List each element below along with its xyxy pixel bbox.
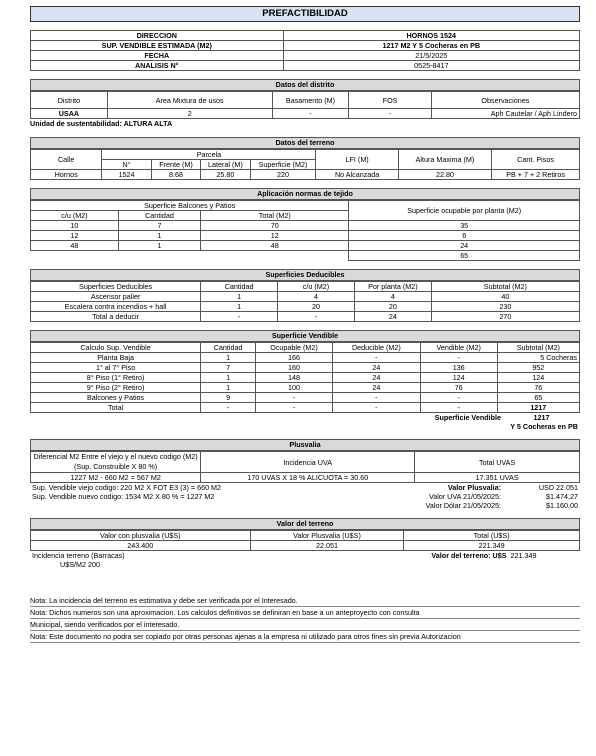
vendible-section	[30, 330, 580, 431]
summary-extra: Y 5 Cocheras en PB	[510, 422, 578, 431]
table-row	[31, 312, 580, 322]
analisis-value: 0525-8417	[283, 61, 579, 71]
sup-vendible-label: SUP. VENDIBLE ESTIMADA (M2)	[31, 41, 284, 51]
ocupable-value: 160	[256, 363, 333, 373]
sup-vendible-value: 1217 M2 Y 5 Cocheras en PB	[283, 41, 579, 51]
plusvalia-details	[30, 483, 580, 510]
altura-value: 22.80	[398, 170, 491, 180]
basamento-value: -	[272, 109, 349, 119]
ocupable-value: 35	[349, 221, 580, 231]
ocupable-value: -	[256, 403, 333, 413]
cantidad-value: 1	[201, 292, 278, 302]
table-row	[31, 373, 580, 383]
note-line: Nota: Este documento no podra ser copiado por otras personas ajenas a la empresa ni utilizado para otros fines sin previa Autorizacion	[30, 631, 580, 643]
valor-terreno-section	[30, 518, 580, 569]
sup-nuevo-codigo: Sup. Vendible nuevo codigo: 1534 M2 X 80 % = 1227 M2	[32, 492, 215, 501]
deducible-value: 24	[332, 363, 420, 373]
table-row	[31, 383, 580, 393]
vendible-value: -	[420, 403, 497, 413]
distrito-section	[30, 79, 580, 129]
cantidad-value: 7	[201, 363, 256, 373]
vendible-table	[30, 342, 580, 413]
valor-terreno-title: Valor del terreno	[30, 518, 580, 530]
balcones-title: Superficie Balcones y Patios	[31, 201, 349, 211]
cantidad-value: 1	[118, 241, 200, 251]
row-label: Balcones y Patios	[31, 393, 201, 403]
table-row	[31, 221, 580, 231]
terreno-title: Datos del terreno	[30, 137, 580, 149]
total-value: 70	[201, 221, 349, 231]
subtotal-value: 76	[497, 383, 579, 393]
deducible-value: -	[332, 393, 420, 403]
table-row	[31, 292, 580, 302]
note-line: Municipal, siendo verificados por el interesado.	[30, 619, 580, 631]
lateral-header: Lateral (M)	[201, 160, 250, 170]
superficie-value: 220	[250, 170, 316, 180]
distrito-header: Distrito	[31, 92, 108, 109]
vendible-header: Vendible (M2)	[420, 343, 497, 353]
cantidad-value: -	[201, 403, 256, 413]
cu-value: -	[278, 312, 355, 322]
valor-plusvalia-value: 22.051	[250, 541, 404, 551]
calle-value: Hornos	[31, 170, 102, 180]
summary-label: Superficie Vendible	[434, 413, 501, 422]
subtotal-value: 5 Cocheras	[497, 353, 579, 363]
diferencial-header	[31, 452, 201, 473]
subtotal-value: 65	[497, 393, 579, 403]
total-header: Total (U$S)	[404, 531, 580, 541]
subtotal-value: 124	[497, 373, 579, 383]
row-label: Planta Baja	[31, 353, 201, 363]
por-planta-value: 4	[354, 292, 431, 302]
distrito-title: Datos del distrito	[30, 79, 580, 91]
subtotal-value: 40	[431, 292, 579, 302]
row-label: 8° Piso (1° Retiro)	[31, 373, 201, 383]
note-line: Nota: Dichos numeros son una aproximacion. Los calculos definitivos se definiran en base a un anteproyecto con consulta	[30, 607, 580, 619]
deducibles-section	[30, 269, 580, 322]
cantidad-header: Cantidad	[118, 211, 200, 221]
subtotal-value: 270	[431, 312, 579, 322]
numero-header: N°	[102, 160, 151, 170]
valor-dolar-value: $1.160,00	[546, 501, 578, 510]
valor-plusvalia-header: Valor Plusvalia (U$S)	[250, 531, 404, 541]
summary-value: 1217	[533, 413, 550, 422]
deducible-value: -	[332, 403, 420, 413]
lateral-value: 25.80	[201, 170, 250, 180]
cantidad-header: Cantidad	[201, 282, 278, 292]
plusvalia-section	[30, 439, 580, 510]
frente-header: Frente (M)	[151, 160, 200, 170]
plusvalia-table	[30, 451, 580, 483]
subtotal-value: 230	[431, 302, 579, 312]
row-label: Total	[31, 403, 201, 413]
valor-uva-label: Valor UVA 21/05/2025:	[428, 492, 501, 501]
valor-dolar-label: Valor Dólar 21/05/2025:	[425, 501, 501, 510]
diferencial-header-line1: Diferencial M2 Entre el viejo y el nuevo codigo (M2)	[33, 452, 198, 461]
valor-terreno-label: Valor del terreno: U$S	[431, 551, 507, 560]
parcela-header: Parcela	[102, 150, 316, 160]
por-planta-header: Por planta (M2)	[354, 282, 431, 292]
info-row	[31, 31, 580, 41]
pisos-value: PB + 7 + 2 Retiros	[492, 170, 580, 180]
valor-terreno-value: 221.349	[510, 551, 537, 560]
tejido-table	[30, 200, 580, 261]
table-row	[31, 403, 580, 413]
frente-value: 8.68	[151, 170, 200, 180]
subtotal-value: 952	[497, 363, 579, 373]
basamento-header: Basamento (M)	[272, 92, 349, 109]
valor-con-plusvalia-header: Valor con plusvalia (U$S)	[31, 531, 251, 541]
ocupable-title: Superficie ocupable por planta (M2)	[349, 201, 580, 221]
fecha-value: 21/5/2025	[283, 51, 579, 61]
deducible-value: 24	[332, 373, 420, 383]
cu-value: 20	[278, 302, 355, 312]
row-label: 1° al 7° Piso	[31, 363, 201, 373]
calculo-header: Calculo Sup. Vendible	[31, 343, 201, 353]
cu-value: 48	[31, 241, 119, 251]
cantidad-value: 7	[118, 221, 200, 231]
cu-value: 4	[278, 292, 355, 302]
note-line: Nota: La incidencia del terreno es estimativa y debe ser verificada por el Interesado.	[30, 595, 580, 607]
unidad-sustentabilidad: Unidad de sustentabilidad: ALTURA ALTA	[30, 119, 173, 128]
cantidad-value: 1	[201, 353, 256, 363]
distrito-value: USAA	[31, 109, 108, 119]
cantidad-value: 1	[201, 373, 256, 383]
valor-plusvalia-value: USD 22.051	[538, 483, 578, 492]
total-uvas-value: 17.351 UVAS	[415, 473, 580, 483]
fos-value: -	[349, 109, 431, 119]
cu-value: 12	[31, 231, 119, 241]
direccion-value: HORNOS 1524	[283, 31, 579, 41]
row-label: 9° Piso (2° Retiro)	[31, 383, 201, 393]
vendible-title: Superficie Vendible	[30, 330, 580, 342]
total-value: 221.349	[404, 541, 580, 551]
row-label: Total a deducir	[31, 312, 201, 322]
page-title: PREFACTIBILIDAD	[30, 6, 580, 22]
por-planta-value: 24	[354, 312, 431, 322]
cantidad-value: 1	[201, 383, 256, 393]
terreno-section	[30, 137, 580, 180]
table-row	[31, 302, 580, 312]
cu-value: 10	[31, 221, 119, 231]
lfi-value: No Alcanzada	[316, 170, 398, 180]
deducible-value: -	[332, 353, 420, 363]
info-row	[31, 41, 580, 51]
fos-header: FOS	[349, 92, 431, 109]
observaciones-header: Observaciones	[431, 92, 579, 109]
cantidad-value: -	[201, 312, 278, 322]
ocupable-value: 166	[256, 353, 333, 363]
table-row	[31, 393, 580, 403]
ocupable-value: 24	[349, 241, 580, 251]
fecha-label: FECHA	[31, 51, 284, 61]
cantidad-value: 9	[201, 393, 256, 403]
table-row	[31, 363, 580, 373]
ocupable-value: 148	[256, 373, 333, 383]
ocupable-value: 100	[256, 383, 333, 393]
deducibles-table	[30, 281, 580, 322]
plusvalia-title: Plusvalia	[30, 439, 580, 451]
observaciones-value: Aph Cautelar / Aph Lindero	[431, 109, 579, 119]
deducible-header: Deducible (M2)	[332, 343, 420, 353]
direccion-label: DIRECCION	[31, 31, 284, 41]
vendible-value: 136	[420, 363, 497, 373]
pisos-header: Cant. Pisos	[492, 150, 580, 170]
incidencia-terreno-label: Incidencia terreno (Barracas)	[32, 551, 125, 560]
info-row	[31, 61, 580, 71]
valor-uva-value: $1.474,27	[546, 492, 578, 501]
cantidad-value: 1	[201, 302, 278, 312]
subtotal-header: Subtotal (M2)	[497, 343, 579, 353]
sup-viejo-codigo: Sup. Vendible viejo codigo: 220 M2 X FOT E3 (3) = 660 M2	[32, 483, 222, 492]
valor-con-plusvalia-value: 243.400	[31, 541, 251, 551]
prefactibilidad-sheet	[30, 6, 580, 643]
tejido-section	[30, 188, 580, 261]
valor-plusvalia-label: Valor Plusvalia:	[447, 483, 501, 492]
diferencial-header-line2: (Sup. Construible X 80 %)	[74, 462, 158, 471]
altura-header: Altura Maxima (M)	[398, 150, 491, 170]
area-mixtura-header: Area Mixtura de usos	[107, 92, 272, 109]
incidencia-uva-header: Incidencia UVA	[201, 452, 415, 473]
vendible-value: 124	[420, 373, 497, 383]
ocupable-value: 6	[349, 231, 580, 241]
distrito-table	[30, 91, 580, 119]
row-label: Ascensor palier	[31, 292, 201, 302]
total-value: 48	[201, 241, 349, 251]
total-uvas-header: Total UVAS	[415, 452, 580, 473]
vendible-value: -	[420, 353, 497, 363]
notes-section	[30, 595, 580, 643]
total-value: 12	[201, 231, 349, 241]
vendible-value: -	[420, 393, 497, 403]
valor-terreno-details	[30, 551, 580, 569]
deducibles-header: Superficies Deducibles	[31, 282, 201, 292]
area-mixtura-value: 2	[107, 109, 272, 119]
deducibles-title: Superficies Deducibles	[30, 269, 580, 281]
row-label: Escalera contra incendios + hall	[31, 302, 201, 312]
table-row	[31, 241, 580, 251]
calle-header: Calle	[31, 150, 102, 170]
deducible-value: 24	[332, 383, 420, 393]
subtotal-total: 1217	[497, 403, 579, 413]
ocupable-value: -	[256, 393, 333, 403]
superficie-header: Superficie (M2)	[250, 160, 316, 170]
table-row	[31, 231, 580, 241]
valor-terreno-table	[30, 530, 580, 551]
info-table	[30, 30, 580, 71]
cantidad-header: Cantidad	[201, 343, 256, 353]
cantidad-value: 1	[118, 231, 200, 241]
table-row	[31, 353, 580, 363]
terreno-table	[30, 149, 580, 180]
ocupable-total: 65	[349, 251, 580, 261]
numero-value: 1524	[102, 170, 151, 180]
por-planta-value: 20	[354, 302, 431, 312]
cu-header: c/u (M2)	[278, 282, 355, 292]
total-header: Total (M2)	[201, 211, 349, 221]
subtotal-header: Subtotal (M2)	[431, 282, 579, 292]
ocupable-header: Ocupable (M2)	[256, 343, 333, 353]
incidencia-terreno-value: U$S/M2 200	[60, 560, 100, 569]
lfi-header: LFI (M)	[316, 150, 398, 170]
analisis-label: ANALISIS N°	[31, 61, 284, 71]
incidencia-uva-value: 170 UVAS X 18 % ALICUOTA = 30.60	[201, 473, 415, 483]
diferencial-value: 1227 M2 - 660 M2 = 567 M2	[31, 473, 201, 483]
vendible-value: 76	[420, 383, 497, 393]
vendible-summary	[30, 413, 580, 431]
cu-header: c/u (M2)	[31, 211, 119, 221]
tejido-title: Aplicación normas de tejido	[30, 188, 580, 200]
info-row	[31, 51, 580, 61]
